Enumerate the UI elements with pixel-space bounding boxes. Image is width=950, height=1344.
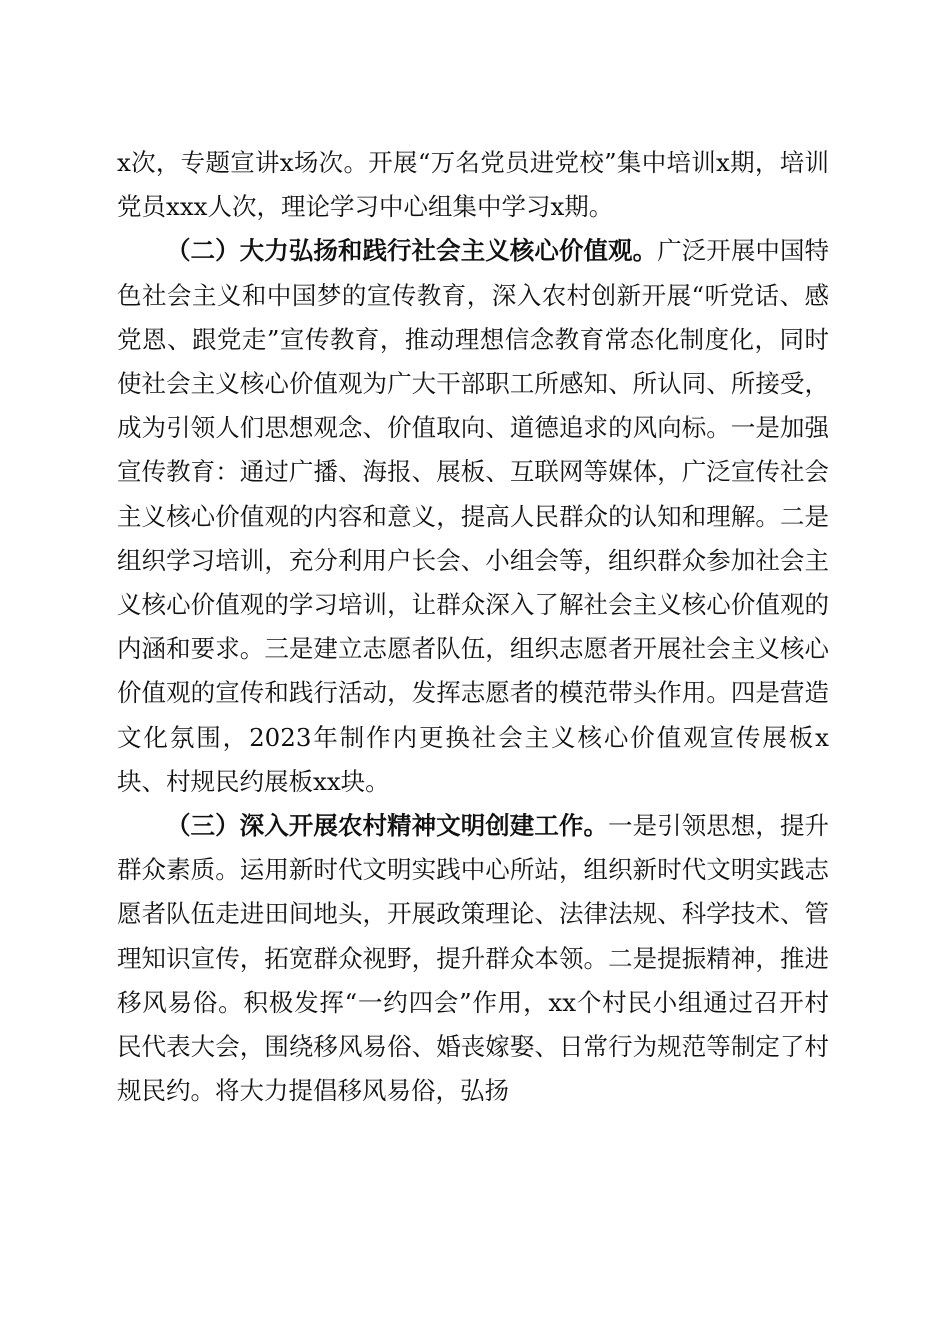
paragraph-core-values <box>117 229 829 804</box>
paragraph-text: x次，专题宣讲x场次。开展“万名党员进党校”集中培训x期，培训党员xxx人次，理论学习中心组集中学习x期。 <box>117 148 829 222</box>
paragraph-civilization <box>117 804 829 1113</box>
paragraph-text: 广泛开展中国特色社会主义和中国梦的宣传教育，深入农村创新开展“听党话、感党恩、跟党走”宣传教育，推动理想信念教育常态化制度化，同时使社会主义核心价值观为广大干部职工所感知、所认同、所接受，成为引领人们思想观念、价值取向、道德追求的风向标。一是加强宣传教育：通过广播、海报、展板、互联网等媒体，广泛宣传社会主义核心价值观的内容和意义，提高人民群众的认知和理解。二是组织学习培训，充分利用户长会、小组会等，组织群众参加社会主义核心价值观的学习培训，让群众深入了解社会主义核心价值观的内涵和要求。三是建立志愿者队伍，组织志愿者开展社会主义核心价值观的宣传和践行活动，发挥志愿者的模范带头作用。四是营造文化氛围，2023年制作内更换社会主义核心价值观宣传展板x块、村规民约展板xx块。 <box>117 236 830 796</box>
paragraph-text: 一是引领思想，提升群众素质。运用新时代文明实践中心所站，组织新时代文明实践志愿者队伍走进田间地头，开展政策理论、法律法规、科学技术、管理知识宣传，拓宽群众视野，提升群众本领。二是提振精神，推进移风易俗。积极发挥“一约四会”作用，xx个村民小组通过召开村民代表大会，围绕移风易俗、婚丧嫁娶、日常行为规范等制定了村规民约。将大力提倡移风易俗，弘扬 <box>117 811 830 1106</box>
section-heading-3: （三）深入开展农村精神文明创建工作。 <box>166 811 609 841</box>
paragraph-continuation <box>117 141 829 229</box>
document-body <box>117 141 829 1113</box>
section-heading-2: （二）大力弘扬和践行社会主义核心价值观。 <box>166 236 658 266</box>
